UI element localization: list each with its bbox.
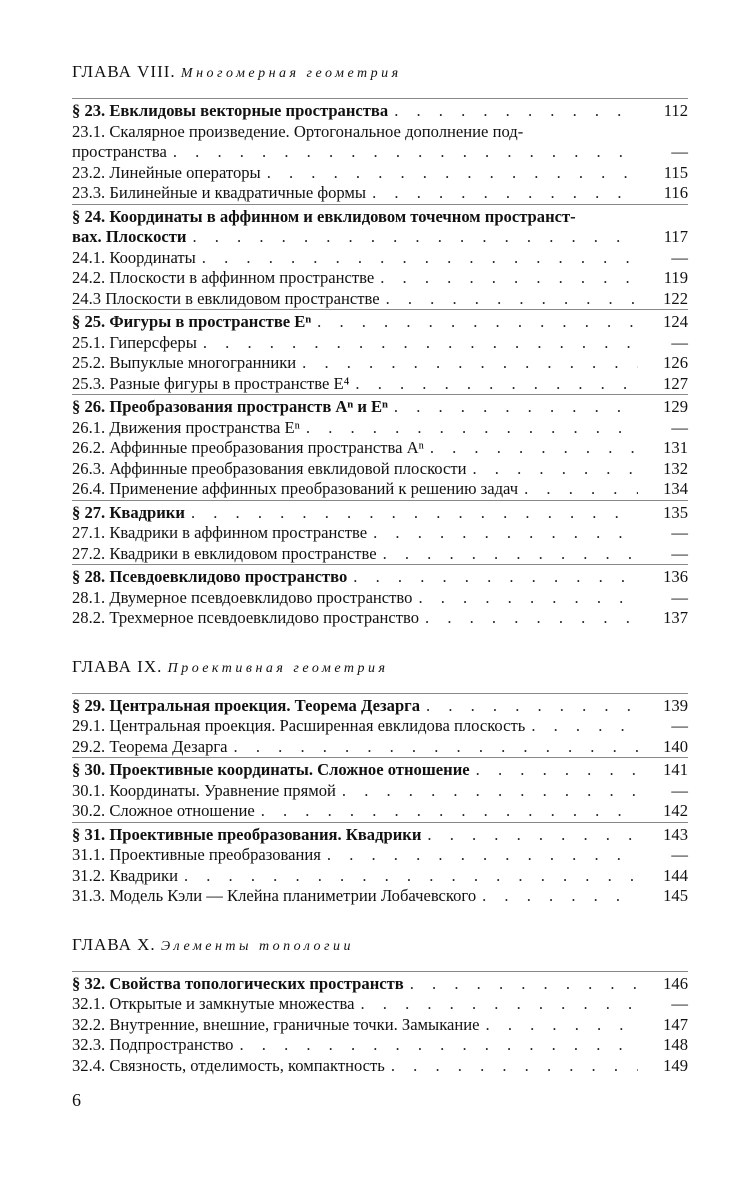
section-rule: [72, 394, 688, 395]
leader-dots: [173, 142, 638, 163]
section-entry-label: § 29. Центральная проекция. Теорема Дезарга: [72, 695, 421, 715]
leader-dots: [317, 312, 638, 333]
section-entry-page: 129: [663, 397, 688, 416]
subsection-entry-label: 26.1. Движения пространства Eⁿ: [72, 417, 300, 437]
chapter-label: ГЛАВА IX.: [72, 656, 163, 676]
subsection-entry-page: 144: [663, 865, 688, 885]
subsection-entry: [72, 459, 688, 480]
section-entry-page: 117: [663, 227, 688, 246]
leader-dots: [486, 1015, 638, 1036]
chapter-heading: [72, 657, 688, 679]
subsection-entry-label: 32.4. Связность, отделимость, компактность: [72, 1055, 385, 1075]
chapter-heading: [72, 935, 688, 957]
section-entry-label: § 23. Евклидовы векторные пространства: [72, 101, 389, 120]
subsection-entry-label: 32.1. Открытые и замкнутые множества: [72, 994, 355, 1013]
subsection-entry-label: 23.2. Линейные операторы: [72, 162, 261, 182]
subsection-entry-page: —: [671, 994, 688, 1013]
subsection-entry: [72, 588, 688, 609]
leader-dots: [191, 503, 638, 524]
section-entry-page: 135: [663, 502, 688, 522]
subsection-entry-page: —: [671, 247, 688, 267]
leader-dots: [482, 886, 638, 907]
subsection-entry-page: 126: [663, 353, 688, 372]
subsection-entry: [72, 1035, 688, 1056]
subsection-entry: [72, 544, 688, 565]
section-entry-label: § 26. Преобразования пространств Aⁿ и Eⁿ: [72, 397, 388, 416]
leader-dots: [372, 183, 638, 204]
subsection-entry-label: 26.4. Применение аффинных преобразований к решению задач: [72, 479, 519, 498]
subsection-entry: [72, 608, 688, 629]
subsection-entry-page: —: [671, 523, 688, 542]
leader-dots: [425, 608, 638, 629]
section-entry-label: § 27. Квадрики: [72, 502, 185, 522]
section-entry: [72, 760, 688, 781]
leader-dots: [302, 353, 638, 374]
leader-dots: [531, 716, 638, 737]
section-rule: [72, 693, 688, 694]
subsection-entry-label: 23.3. Билинейные и квадратичные формы: [72, 183, 367, 202]
leader-dots: [383, 544, 638, 565]
leader-dots: [427, 825, 638, 846]
section-entry: [72, 696, 688, 717]
subsection-entry-page: 116: [663, 183, 688, 202]
section-rule: [72, 204, 688, 205]
leader-dots: [203, 333, 638, 354]
leader-dots: [353, 567, 638, 588]
section-entry-label: § 31. Проективные преобразования. Квадрики: [72, 824, 422, 844]
section-entry-page: 124: [663, 312, 688, 331]
subsection-entry: [72, 994, 688, 1015]
subsection-entry-page: —: [671, 780, 688, 800]
subsection-entry-label: 31.1. Проективные преобразования: [72, 845, 321, 864]
leader-dots: [430, 438, 638, 459]
subsection-entry-page: 137: [663, 608, 688, 627]
subsection-entry: [72, 248, 688, 269]
subsection-entry-label: 30.2. Сложное отношение: [72, 801, 255, 820]
section-entry: [72, 974, 688, 995]
subsection-entry-page: 119: [663, 268, 688, 287]
section-rule: [72, 971, 688, 972]
subsection-entry-label: 30.1. Координаты. Уравнение прямой: [72, 780, 336, 800]
subsection-entry-label: 28.2. Трехмерное псевдоевклидово пространство: [72, 608, 420, 627]
subsection-entry: [72, 737, 688, 758]
leader-dots: [261, 801, 638, 822]
section-entry-page: 141: [663, 760, 688, 779]
subsection-entry-label: 28.1. Двумерное псевдоевклидово пространство: [72, 587, 413, 607]
leader-dots: [386, 289, 638, 310]
section-entry: [72, 567, 688, 588]
subsection-entry: [72, 268, 688, 289]
section-entry-page: 146: [663, 973, 688, 993]
subsection-entry: [72, 418, 688, 439]
subsection-entry: [72, 353, 688, 374]
subsection-entry-page: —: [671, 716, 688, 735]
leader-dots: [234, 737, 638, 758]
subsection-entry-label: 27.1. Квадрики в аффинном пространстве: [72, 523, 368, 542]
section-title-line: § 24. Координаты в аффинном и евклидовом точечном пространст-: [72, 206, 576, 226]
chapter-gap: [72, 907, 688, 935]
section-entry-page: 139: [663, 695, 688, 715]
subsection-entry-page: 131: [663, 438, 688, 457]
subsection-entry-label: 26.2. Аффинные преобразования пространства Aⁿ: [72, 438, 424, 457]
subsection-entry-label: 29.1. Центральная проекция. Расширенная евклидова плоскость: [72, 716, 526, 735]
chapter-title: Многомерная геометрия: [180, 66, 402, 81]
subsection-entry: [72, 523, 688, 544]
leader-dots: [418, 588, 638, 609]
leader-dots: [394, 101, 638, 122]
subsection-entry: [72, 716, 688, 737]
leader-dots: [267, 163, 638, 184]
section-entry: [72, 397, 688, 418]
chapter-title: Элементы топологии: [160, 938, 355, 954]
subsection-entry: [72, 886, 688, 907]
subsection-entry: [72, 479, 688, 500]
subsection-entry-label: пространства: [72, 142, 167, 161]
section-entry-label: § 28. Псевдоевклидово пространство: [72, 567, 348, 586]
subsection-entry-label: 26.3. Аффинные преобразования евклидовой плоскости: [72, 458, 467, 478]
subsection-entry-page: 140: [663, 736, 688, 756]
section-rule: [72, 309, 688, 310]
leader-dots: [476, 760, 638, 781]
subsection-entry-page: 122: [663, 288, 688, 308]
subsection-entry-page: 142: [663, 801, 688, 820]
subsection-entry-page: —: [671, 417, 688, 437]
subsection-entry: [72, 183, 688, 204]
subsection-entry-page: 149: [663, 1055, 688, 1075]
section-entry-page: 143: [663, 824, 688, 844]
section-entry-page: 112: [663, 101, 688, 120]
subsection-entry-label: 24.1. Координаты: [72, 247, 196, 267]
leader-dots: [391, 1056, 638, 1077]
subsection-entry-label: 25.3. Разные фигуры в пространстве E⁴: [72, 373, 350, 393]
subsection-entry: [72, 1015, 688, 1036]
chapter-gap: [72, 629, 688, 657]
subsection-entry-page: 148: [663, 1035, 688, 1054]
subsection-entry: [72, 163, 688, 184]
subsection-entry-label: 29.2. Теорема Дезарга: [72, 736, 228, 756]
subsection-entry: [72, 1056, 688, 1077]
leader-dots: [327, 845, 638, 866]
leader-dots: [394, 397, 638, 418]
section-entry: [72, 825, 688, 846]
subsection-entry: [72, 374, 688, 395]
leader-dots: [355, 374, 638, 395]
section-entry: [72, 227, 688, 248]
chapter-title: Проективная геометрия: [167, 660, 389, 676]
subsection-entry-page: 134: [663, 479, 688, 498]
leader-dots: [426, 696, 638, 717]
subsection-entry-label: 27.2. Квадрики в евклидовом пространстве: [72, 543, 377, 563]
section-rule: [72, 757, 688, 758]
leader-dots: [342, 781, 638, 802]
subsection-entry: [72, 866, 688, 887]
chapter-heading: [72, 62, 688, 84]
subsection-entry-page: —: [671, 332, 688, 352]
subsection-entry-label: 31.2. Квадрики: [72, 865, 178, 885]
subsection-entry: [72, 289, 688, 310]
section-rule: [72, 500, 688, 501]
subsection-entry: [72, 333, 688, 354]
leader-dots: [373, 523, 638, 544]
page-number: 6: [72, 1090, 81, 1110]
subsection-entry-page: 145: [663, 886, 688, 905]
subsection-entry-label: 25.1. Гиперсферы: [72, 332, 197, 352]
leader-dots: [360, 994, 638, 1015]
section-entry: [72, 312, 688, 333]
section-entry-label: § 32. Свойства топологических пространств: [72, 973, 404, 993]
subsection-entry-page: —: [671, 845, 688, 864]
subsection-entry-page: 127: [663, 373, 688, 393]
leader-dots: [473, 459, 639, 480]
subsection-entry-label: 32.2. Внутренние, внешние, граничные точки. Замыкание: [72, 1014, 480, 1034]
subsection-entry-page: 115: [663, 162, 688, 182]
subsection-entry: [72, 801, 688, 822]
subsection-entry: [72, 781, 688, 802]
chapter-label: ГЛАВА X.: [72, 934, 156, 954]
subsection-entry-label: 24.3 Плоскости в евклидовом пространстве: [72, 288, 380, 308]
section-rule: [72, 822, 688, 823]
leader-dots: [202, 248, 638, 269]
section-rule: [72, 564, 688, 565]
leader-dots: [524, 479, 638, 500]
section-entry-label: вах. Плоскости: [72, 227, 187, 246]
leader-dots: [380, 268, 638, 289]
subsection-entry-label: 31.3. Модель Кэли — Клейна планиметрии Лобачевского: [72, 886, 477, 905]
section-rule: [72, 98, 688, 99]
subsection-entry: [72, 142, 688, 163]
section-entry-page: 136: [663, 567, 688, 586]
section-entry-label: § 25. Фигуры в пространстве Eⁿ: [72, 312, 312, 331]
section-entry: [72, 101, 688, 122]
subsection-entry: [72, 438, 688, 459]
table-of-contents: [72, 62, 688, 1076]
leader-dots: [239, 1035, 638, 1056]
subsection-entry-page: —: [671, 142, 688, 161]
subsection-entry-page: —: [671, 587, 688, 607]
subsection-entry-page: 132: [663, 458, 688, 478]
subsection-entry: [72, 845, 688, 866]
subsection-entry-label: 25.2. Выпуклые многогранники: [72, 353, 297, 372]
subsection-entry-label: 24.2. Плоскости в аффинном пространстве: [72, 268, 375, 287]
section-entry-label: § 30. Проективные координаты. Сложное отношение: [72, 760, 470, 779]
subsection-entry-page: 147: [663, 1014, 688, 1034]
leader-dots: [410, 974, 638, 995]
chapter-label: ГЛАВА VIII.: [72, 62, 176, 81]
leader-dots: [306, 418, 638, 439]
subsection-entry-page: —: [671, 543, 688, 563]
subsection-entry-label: 32.3. Подпространство: [72, 1035, 234, 1054]
leader-dots: [184, 866, 638, 887]
subsection-title-line: 23.1. Скалярное произведение. Ортогональное дополнение под-: [72, 121, 524, 141]
leader-dots: [192, 227, 638, 248]
section-entry: [72, 503, 688, 524]
